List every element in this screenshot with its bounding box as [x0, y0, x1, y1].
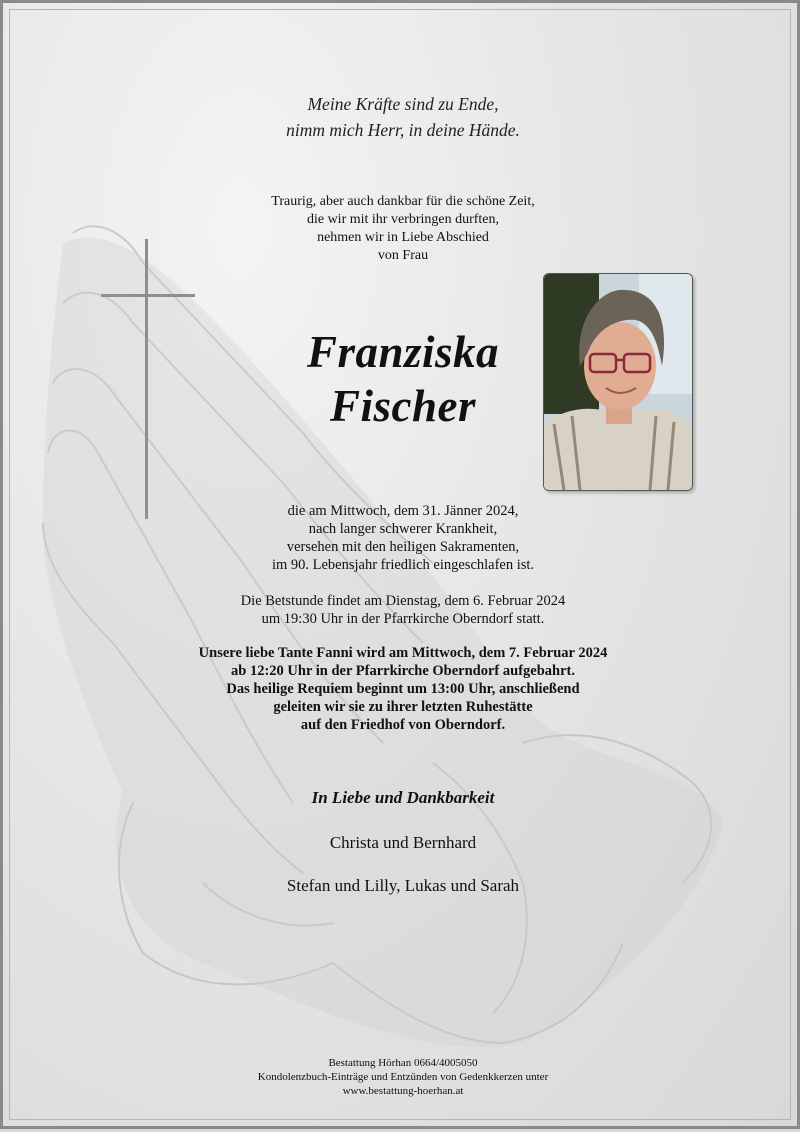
footer-website[interactable]: www.bestattung-hoerhan.at: [342, 1085, 464, 1097]
requiem-notice: [103, 644, 703, 734]
betstunde-notice: [103, 592, 703, 628]
death-notice-line: nach langer schwerer Krankheit,: [308, 521, 498, 537]
family-mourners: Christa und Bernhard: [329, 833, 477, 852]
requiem-line: Das heilige Requiem beginnt um 13:00 Uhr, anschließend: [226, 681, 580, 697]
death-notice-line: im 90. Lebensjahr friedlich eingeschlafen ist.: [271, 557, 535, 573]
intro-line: nehmen wir in Liebe Abschied: [317, 230, 489, 245]
motto-line: Meine Kräfte sind zu Ende,: [307, 94, 499, 114]
betstunde-line: um 19:30 Uhr in der Pfarrkirche Oberndorf statt.: [261, 611, 545, 627]
footer-line: Kondolenzbuch-Einträge und Entzünden von Gedenkkerzen unter: [257, 1071, 549, 1083]
last-name: Fischer: [329, 381, 476, 431]
requiem-line: Unsere liebe Tante Fanni wird am Mittwoch, dem 7. Februar 2024: [198, 645, 608, 661]
motto-line: nimm mich Herr, in deine Hände.: [286, 120, 520, 140]
death-notice: [103, 502, 703, 574]
funeral-home-footer: [103, 1056, 703, 1098]
requiem-line: geleiten wir sie zu ihrer letzten Ruhestätte: [273, 699, 533, 715]
first-name: Franziska: [306, 327, 500, 377]
requiem-line: ab 12:20 Uhr in der Pfarrkirche Oberndorf aufgebahrt.: [231, 663, 575, 679]
intro-line: die wir mit ihr verbringen durften,: [306, 212, 500, 227]
intro-line: Traurig, aber auch dankbar für die schöne Zeit,: [271, 194, 535, 209]
portrait-photo: [543, 273, 693, 491]
family-mourners: Stefan und Lilly, Lukas und Sarah: [286, 876, 520, 895]
motto: [103, 91, 703, 143]
requiem-line: auf den Friedhof von Oberndorf.: [300, 717, 506, 733]
intro-line: von Frau: [377, 248, 429, 263]
betstunde-line: Die Betstunde findet am Dienstag, dem 6. Februar 2024: [240, 593, 566, 609]
footer-line: Bestattung Hörhan 0664/4005050: [328, 1057, 478, 1069]
closing-phrase: In Liebe und Dankbarkeit: [311, 788, 495, 807]
intro-text: [103, 193, 703, 265]
death-notice-line: versehen mit den heiligen Sakramenten,: [286, 539, 520, 555]
death-notice-line: die am Mittwoch, dem 31. Jänner 2024,: [287, 503, 519, 519]
